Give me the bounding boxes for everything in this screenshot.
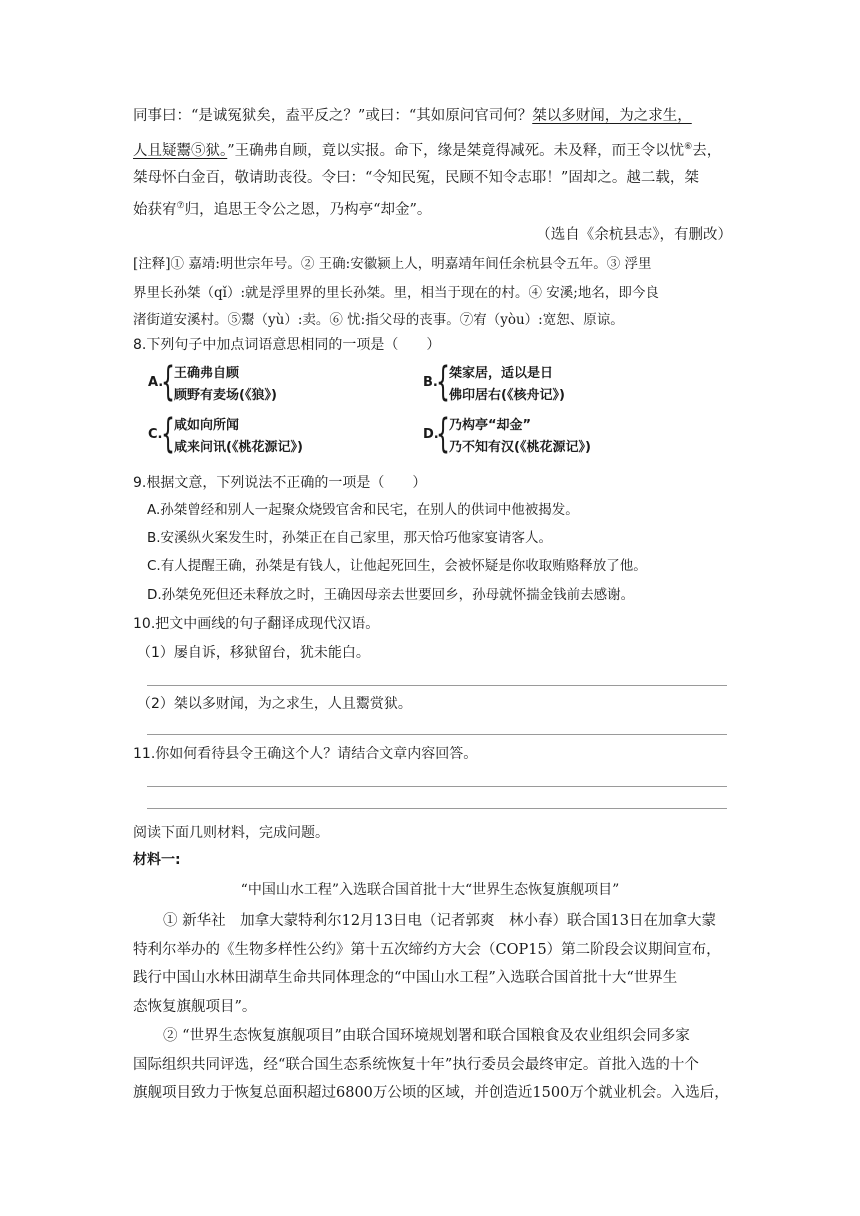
option-sentence-2: 咸来问讯(《桃花源记》) xyxy=(174,440,303,455)
passage-text: 归，追思王令公之恩，乃构亭“却金”。 xyxy=(184,201,432,218)
passage-line-1 xyxy=(133,106,692,126)
q9-option-d: D.孙桀免死但还未释放之时，王确因母亲去世要回乡，孙母就怀揣金钱前去感谢。 xyxy=(147,587,635,603)
brace-icon: { xyxy=(436,359,450,405)
passage-text: 去， xyxy=(692,142,722,159)
paragraph-2-line-2: 国际组织共同评选，经“联合国生态系统恢复十年”执行委员会最终审定。首批入选的十个 xyxy=(133,1057,699,1073)
option-letter: C. xyxy=(148,427,163,442)
q9-option-c: C.有人提醒王确，孙桀是有钱人，让他起死回生，会被怀疑是你收取贿赂释放了他。 xyxy=(147,558,647,574)
question-8-stem: 8.下列句子中加点词语意思相同的一项是（ ） xyxy=(133,337,441,353)
underlined-sentence: 桀以多财闻，为之求生， xyxy=(532,108,692,124)
notes-line-3: 渚街道安溪村。⑤鬻（yù）:卖。⑥ 忧:指父母的丧事。⑦宥（yòu）:宽恕、原谅。 xyxy=(133,312,624,328)
paragraph-1-line-4: 态恢复旗舰项目”。 xyxy=(133,999,257,1015)
brace-icon: { xyxy=(436,411,450,457)
option-sentence-2: 佛印居右(《核舟记》) xyxy=(449,388,565,403)
q9-option-a: A.孙桀曾经和别人一起聚众烧毁官舍和民宅，在别人的供词中他被揭发。 xyxy=(147,502,579,518)
brace-icon: { xyxy=(161,411,175,457)
footnote-marker: ⑥ xyxy=(684,142,693,152)
question-10-stem: 10.把文中画线的句子翻译成现代汉语。 xyxy=(133,616,380,632)
article-title: “中国山水工程”入选联合国首批十大“世界生态恢复旗舰项目” xyxy=(240,882,620,898)
underlined-sentence: 人且疑鬻⑤狱。 xyxy=(133,142,228,159)
q10-sentence-1: （1）屡自诉，移狱留台，犹未能白。 xyxy=(137,645,370,661)
material-label: 材料一: xyxy=(133,852,181,868)
q10-sentence-2: （2）桀以多财闻，为之求生，人且鬻赏狱。 xyxy=(137,696,412,712)
answer-line[interactable] xyxy=(147,786,727,787)
paragraph-2-line-1: ② “世界生态恢复旗舰项目”由联合国环境规划署和联合国粮食及农业组织会同多家 xyxy=(163,1028,690,1044)
notes-line-1: [注释]① 嘉靖:明世宗年号。② 王确:安徽颍上人，明嘉靖年间任余杭县令五年。③ 浮里 xyxy=(133,256,652,272)
q9-option-b: B.安溪纵火案发生时，孙桀正在自己家里，那天恰巧他家宴请客人。 xyxy=(147,530,553,546)
option-sentence-1: 桀家居，适以是日 xyxy=(449,366,554,381)
paragraph-1-line-3: 践行中国山水林田湖草生命共同体理念的“中国山水工程”入选联合国首批十大“世界生 xyxy=(133,970,678,986)
passage-line-2 xyxy=(133,137,721,161)
footnote-marker: ⑦ xyxy=(176,201,185,211)
answer-line[interactable] xyxy=(147,685,727,686)
paragraph-1-line-1: ① 新华社 加拿大蒙特利尔12月13日电（记者郭爽 林小春）联合国13日在加拿大蒙 xyxy=(163,913,716,929)
paragraph-1-line-2: 特利尔举办的《生物多样性公约》第十五次缔约方大会（COP15）第二阶段会议期间宣布， xyxy=(133,942,721,958)
option-sentence-2: 乃不知有汉(《桃花源记》) xyxy=(449,440,591,455)
option-letter: A. xyxy=(148,375,164,390)
option-letter: B. xyxy=(423,375,438,390)
option-sentence-2: 顾野有麦场(《狼》) xyxy=(174,388,277,403)
option-sentence-1: 咸如向所闻 xyxy=(174,418,240,433)
answer-line[interactable] xyxy=(147,808,727,809)
option-letter: D. xyxy=(423,427,439,442)
notes-line-2: 界里长孙桀（qǐ）:就是浮里界的里长孙桀。里，相当于现在的村。④ 安溪;地名，即今良 xyxy=(133,285,659,301)
answer-line[interactable] xyxy=(147,734,727,735)
brace-icon: { xyxy=(161,359,175,405)
option-sentence-1: 乃构亭“却金” xyxy=(449,418,532,433)
paragraph-2-line-3: 旗舰项目致力于恢复总面积超过6800万公顷的区域，并创造近1500万个就业机会。入选后， xyxy=(133,1085,729,1101)
question-9-stem: 9.根据文意，下列说法不正确的一项是（ ） xyxy=(133,475,427,491)
passage-line-4 xyxy=(133,196,431,220)
question-11-stem: 11.你如何看待县令王确这个人？请结合文章内容回答。 xyxy=(133,746,478,762)
reading-intro: 阅读下面几则材料，完成问题。 xyxy=(133,825,329,841)
option-sentence-1: 王确弗自顾 xyxy=(174,366,240,381)
passage-line-3 xyxy=(133,168,699,188)
passage-text: 桀母怀白金百，敬请助丧役。令曰：“令知民冤，民顾不知令志耶！”固却之。越二载，桀 xyxy=(133,170,699,186)
passage-text: 同事曰：“是诚冤狱矣，盍平反之？”或曰：“其如原问官司何？ xyxy=(133,108,533,124)
passage-text: ”王确弗自顾，竟以实报。命下，缘是桀竟得减死。未及释，而王令以忧 xyxy=(227,142,685,159)
passage-text: 始获宥 xyxy=(133,201,177,218)
passage-source: （选自《余杭县志》，有删改） xyxy=(536,227,732,243)
